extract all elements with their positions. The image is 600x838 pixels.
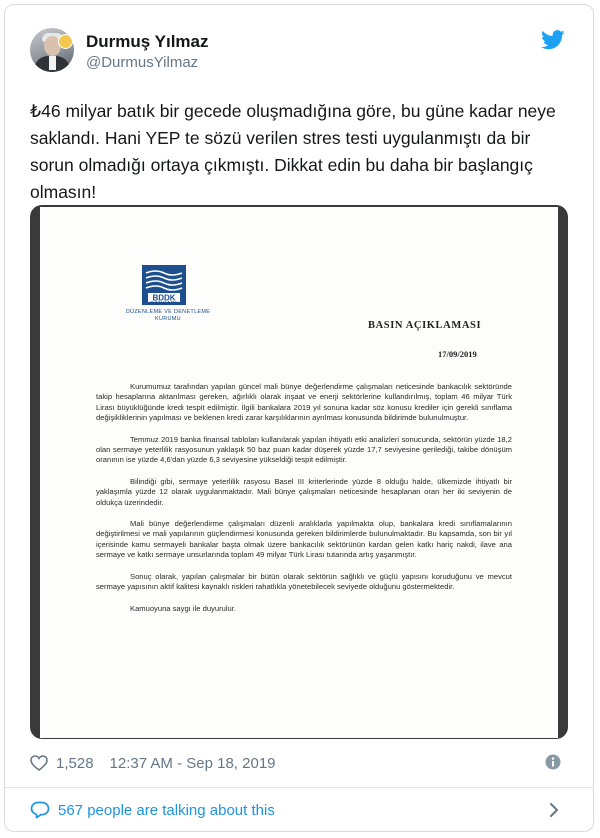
like-count[interactable]: 1,528 xyxy=(56,754,94,772)
document-paragraph: Bilindiği gibi, sermaye yeterlilik rasyosu Basel III kriterlerinde yüzde 8 olduğu halde, ülkemizde ihtiyatlı bir yaklaşımla yüzde 12 olarak uygulanmaktadır. Mali bünye çalışmaları neticesinde hesaplanan oran her iki seviyenin de oldukça üzerindedir. xyxy=(96,476,512,507)
logo-caption: BANKACILIK DÜZENLEME VE DENETLEME KURUMU xyxy=(125,301,211,322)
tweet-text: ₺46 milyar batık bir gecede oluşmadığına göre, bu güne kadar neye saklandı. Hani YEP te sözü verilen stres testi uygulanmıştı da bir sorun olmadığı ortaya çıkmıştı. Dikkat edin bu daha bir başlangıç olmasın! xyxy=(30,101,556,202)
document-paragraph: Kamuoyuna saygı ile duyurulur. xyxy=(130,603,236,613)
comment-bubble-icon xyxy=(30,801,50,819)
author-name[interactable]: Durmuş Yılmaz xyxy=(86,32,209,51)
document-heading: BASIN AÇIKLAMASI xyxy=(368,320,482,331)
chevron-right-icon[interactable] xyxy=(548,802,560,818)
author-handle[interactable]: @DurmusYilmaz xyxy=(86,54,199,71)
twitter-bird-icon[interactable] xyxy=(541,30,565,50)
divider xyxy=(5,787,593,788)
press-release-document xyxy=(40,207,558,738)
tweet-actions xyxy=(30,752,276,774)
tweet-image[interactable] xyxy=(30,205,568,739)
document-body xyxy=(96,382,512,625)
conversation-link[interactable] xyxy=(30,798,275,822)
document-paragraph: Sonuç olarak, yapılan çalışmalar bir bütün olarak sektörün sağlıklı ve güçlü yapısını koruduğunu ve mevcut sermaye yapısının aktif kalitesi kaynaklı riskleri rahatlıkla yönetebilecek seviyede olduğunu göstermektedir. xyxy=(96,571,512,592)
bddk-logo-icon xyxy=(142,265,186,305)
document-date: 17/09/2019 xyxy=(438,349,477,359)
info-icon[interactable] xyxy=(545,754,561,770)
timestamp[interactable]: 12:37 AM - Sep 18, 2019 xyxy=(109,754,276,772)
avatar[interactable] xyxy=(30,28,74,72)
document-paragraph: Temmuz 2019 banka finansal tabloları kullanılarak yapılan ihtiyatlı etki analizleri sonucunda, sektörün yüzde 18,2 olan sermaye yeterlilik rasyosunun yaklaşık 50 baz puan kadar düşerek yüzde 17,7 seviyesine gerilediği, takibe dönüşüm oranının ise yüzde 4,6'dan yüzde 6,3 seviyesine yükseldiği tespit edilmiştir. xyxy=(96,434,512,465)
logo-abbr: BDDK xyxy=(152,293,176,303)
document-paragraph: Mali bünye değerlendirme çalışmaları düzenli aralıklarla yapılmakta olup, bankalara kredi sınıflamalarının değiştirilmesi ve mali yapılarının güçlendirmesi konusunda gereken bildirimlerde bulunulmaktadır. Bu kapsamda, son bir yıl içerisinde kamu sermayeli bankalar başta olmak üzere bankacılık sektörünün kardan gelen katkı hariç nakdi, ilave ana sermaye ve katkı sermaye unsurlarında toplam 49 milyar Türk Lirası tutarında artış yaşanmıştır. xyxy=(96,519,512,560)
heart-icon[interactable] xyxy=(30,755,48,771)
document-paragraph: Kurumumuz tarafından yapılan güncel mali bünye değerlendirme çalışmaları neticesinde bankacılık sektöründe takip hesaplarına aktarılması gereken, ağırlıklı olarak inşaat ve enerji sektörlerine kullandırılmış, toplam 46 milyar Türk Lirası büyüklüğünde kredi tespit edilmiştir. İlgili bankalara 2019 yıl sonuna kadar söz konusu krediler için gerekli sınıflama değişikliklerinin yapılması ve beklenen kredi zarar karşılıklarının ayrılması konusunda bildirimde bulunulmuştur. xyxy=(96,382,512,423)
conversation-count-label[interactable]: 567 people are talking about this xyxy=(58,801,275,819)
